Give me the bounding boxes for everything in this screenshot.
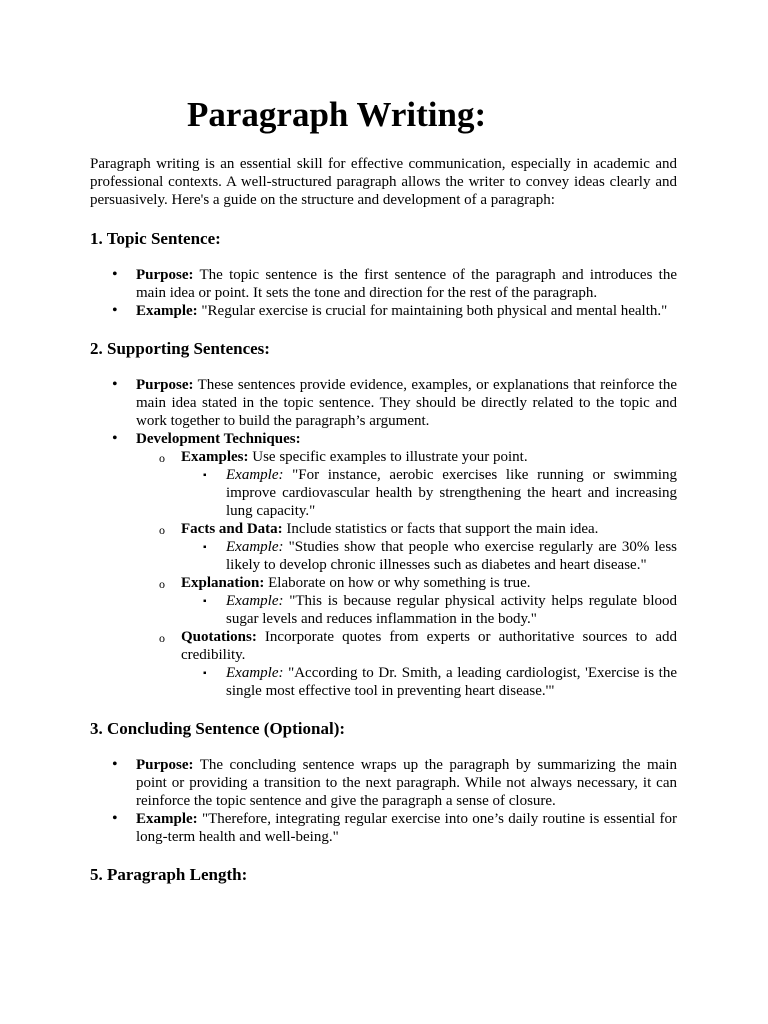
technique-text: Elaborate on how or why something is true. <box>264 575 531 591</box>
example-text: "Studies show that people who exercise regularly are 30% less likely to develop chronic illnesses such as diabetes and heart disease." <box>226 539 677 573</box>
technique-example-list <box>181 538 677 574</box>
technique-example-list <box>181 592 677 628</box>
circle-marker: o <box>159 451 165 465</box>
document-body <box>90 155 677 885</box>
technique-example <box>181 592 677 628</box>
technique-example <box>181 538 677 574</box>
list-item <box>90 266 677 302</box>
bullet-marker: • <box>112 810 118 827</box>
technique-text: Incorporate quotes from experts or authoritative sources to add credibility. <box>181 629 677 663</box>
circle-marker: o <box>159 631 165 645</box>
square-marker: ▪ <box>203 668 207 679</box>
technique-label: Examples: <box>181 449 249 465</box>
square-marker: ▪ <box>203 542 207 553</box>
technique-item <box>136 448 677 520</box>
technique-item <box>136 574 677 628</box>
technique-example <box>181 664 677 700</box>
bullet-marker: • <box>112 756 118 773</box>
example-text: "Therefore, integrating regular exercise into one’s daily routine is essential for long-term health and well-being." <box>136 811 677 845</box>
technique-text: Include statistics or facts that support the main idea. <box>282 521 599 537</box>
list-item <box>90 810 677 846</box>
purpose-label: Purpose: <box>136 377 194 393</box>
technique-item <box>136 628 677 700</box>
example-text: "This is because regular physical activity helps regulate blood sugar levels and reduces inflammation in the body." <box>226 593 677 627</box>
intro-paragraph: Paragraph writing is an essential skill for effective communication, especially in academic and professional contexts. A well-structured paragraph allows the writer to convey ideas clearly and persuasively. Here's a guide on the structure and development of a paragraph: <box>90 156 677 208</box>
example-text: "According to Dr. Smith, a leading cardiologist, 'Exercise is the single most effective tool in preventing heart disease.'" <box>226 665 677 699</box>
example-label: Example: <box>226 665 284 681</box>
section-heading-concluding-sentence: 3. Concluding Sentence (Optional): <box>90 719 346 738</box>
section-heading-paragraph-length: 5. Paragraph Length: <box>90 865 248 884</box>
page-title: Paragraph Writing: <box>187 95 487 134</box>
example-label: Example: <box>226 467 284 483</box>
technique-example <box>181 466 677 520</box>
techniques-list <box>136 448 677 700</box>
list-item <box>90 756 677 810</box>
section-heading-topic-sentence: 1. Topic Sentence: <box>90 229 221 248</box>
purpose-text: The topic sentence is the first sentence of the paragraph and introduces the main idea or point. It sets the tone and direction for the rest of the paragraph. <box>136 267 677 301</box>
development-techniques-label: Development Techniques: <box>136 431 301 447</box>
bullet-marker: • <box>112 302 118 319</box>
square-marker: ▪ <box>203 596 207 607</box>
circle-marker: o <box>159 577 165 591</box>
topic-sentence-list <box>90 266 677 320</box>
bullet-marker: • <box>112 430 118 447</box>
square-marker: ▪ <box>203 470 207 481</box>
example-label: Example: <box>136 811 198 827</box>
list-item <box>90 302 677 320</box>
example-label: Example: <box>226 539 284 555</box>
purpose-label: Purpose: <box>136 757 194 773</box>
circle-marker: o <box>159 523 165 537</box>
purpose-text: The concluding sentence wraps up the paragraph by summarizing the main point or providing a transition to the next paragraph. While not always necessary, it can reinforce the topic sentence and give the paragraph a sense of closure. <box>136 757 677 809</box>
technique-example-list <box>181 664 677 700</box>
list-item <box>90 376 677 430</box>
purpose-text: These sentences provide evidence, examples, or explanations that reinforce the main idea stated in the topic sentence. They should be directly related to the topic and work together to build the paragraph’s argument. <box>136 377 677 429</box>
technique-label: Explanation: <box>181 575 265 591</box>
section-heading-supporting-sentences: 2. Supporting Sentences: <box>90 339 270 358</box>
technique-example-list <box>181 466 677 520</box>
technique-label: Quotations: <box>181 629 257 645</box>
purpose-label: Purpose: <box>136 267 194 283</box>
bullet-marker: • <box>112 266 118 283</box>
concluding-sentence-list <box>90 756 677 846</box>
technique-label: Facts and Data: <box>181 521 283 537</box>
supporting-sentences-list <box>90 376 677 700</box>
technique-text: Use specific examples to illustrate your point. <box>248 449 528 465</box>
list-item <box>90 430 677 700</box>
example-text: "For instance, aerobic exercises like running or swimming improve cardiovascular health by strengthening the heart and increasing lung capacity." <box>226 467 677 519</box>
example-text: "Regular exercise is crucial for maintaining both physical and mental health." <box>197 303 668 319</box>
example-label: Example: <box>136 303 198 319</box>
technique-item <box>136 520 677 574</box>
bullet-marker: • <box>112 376 118 393</box>
example-label: Example: <box>226 593 284 609</box>
